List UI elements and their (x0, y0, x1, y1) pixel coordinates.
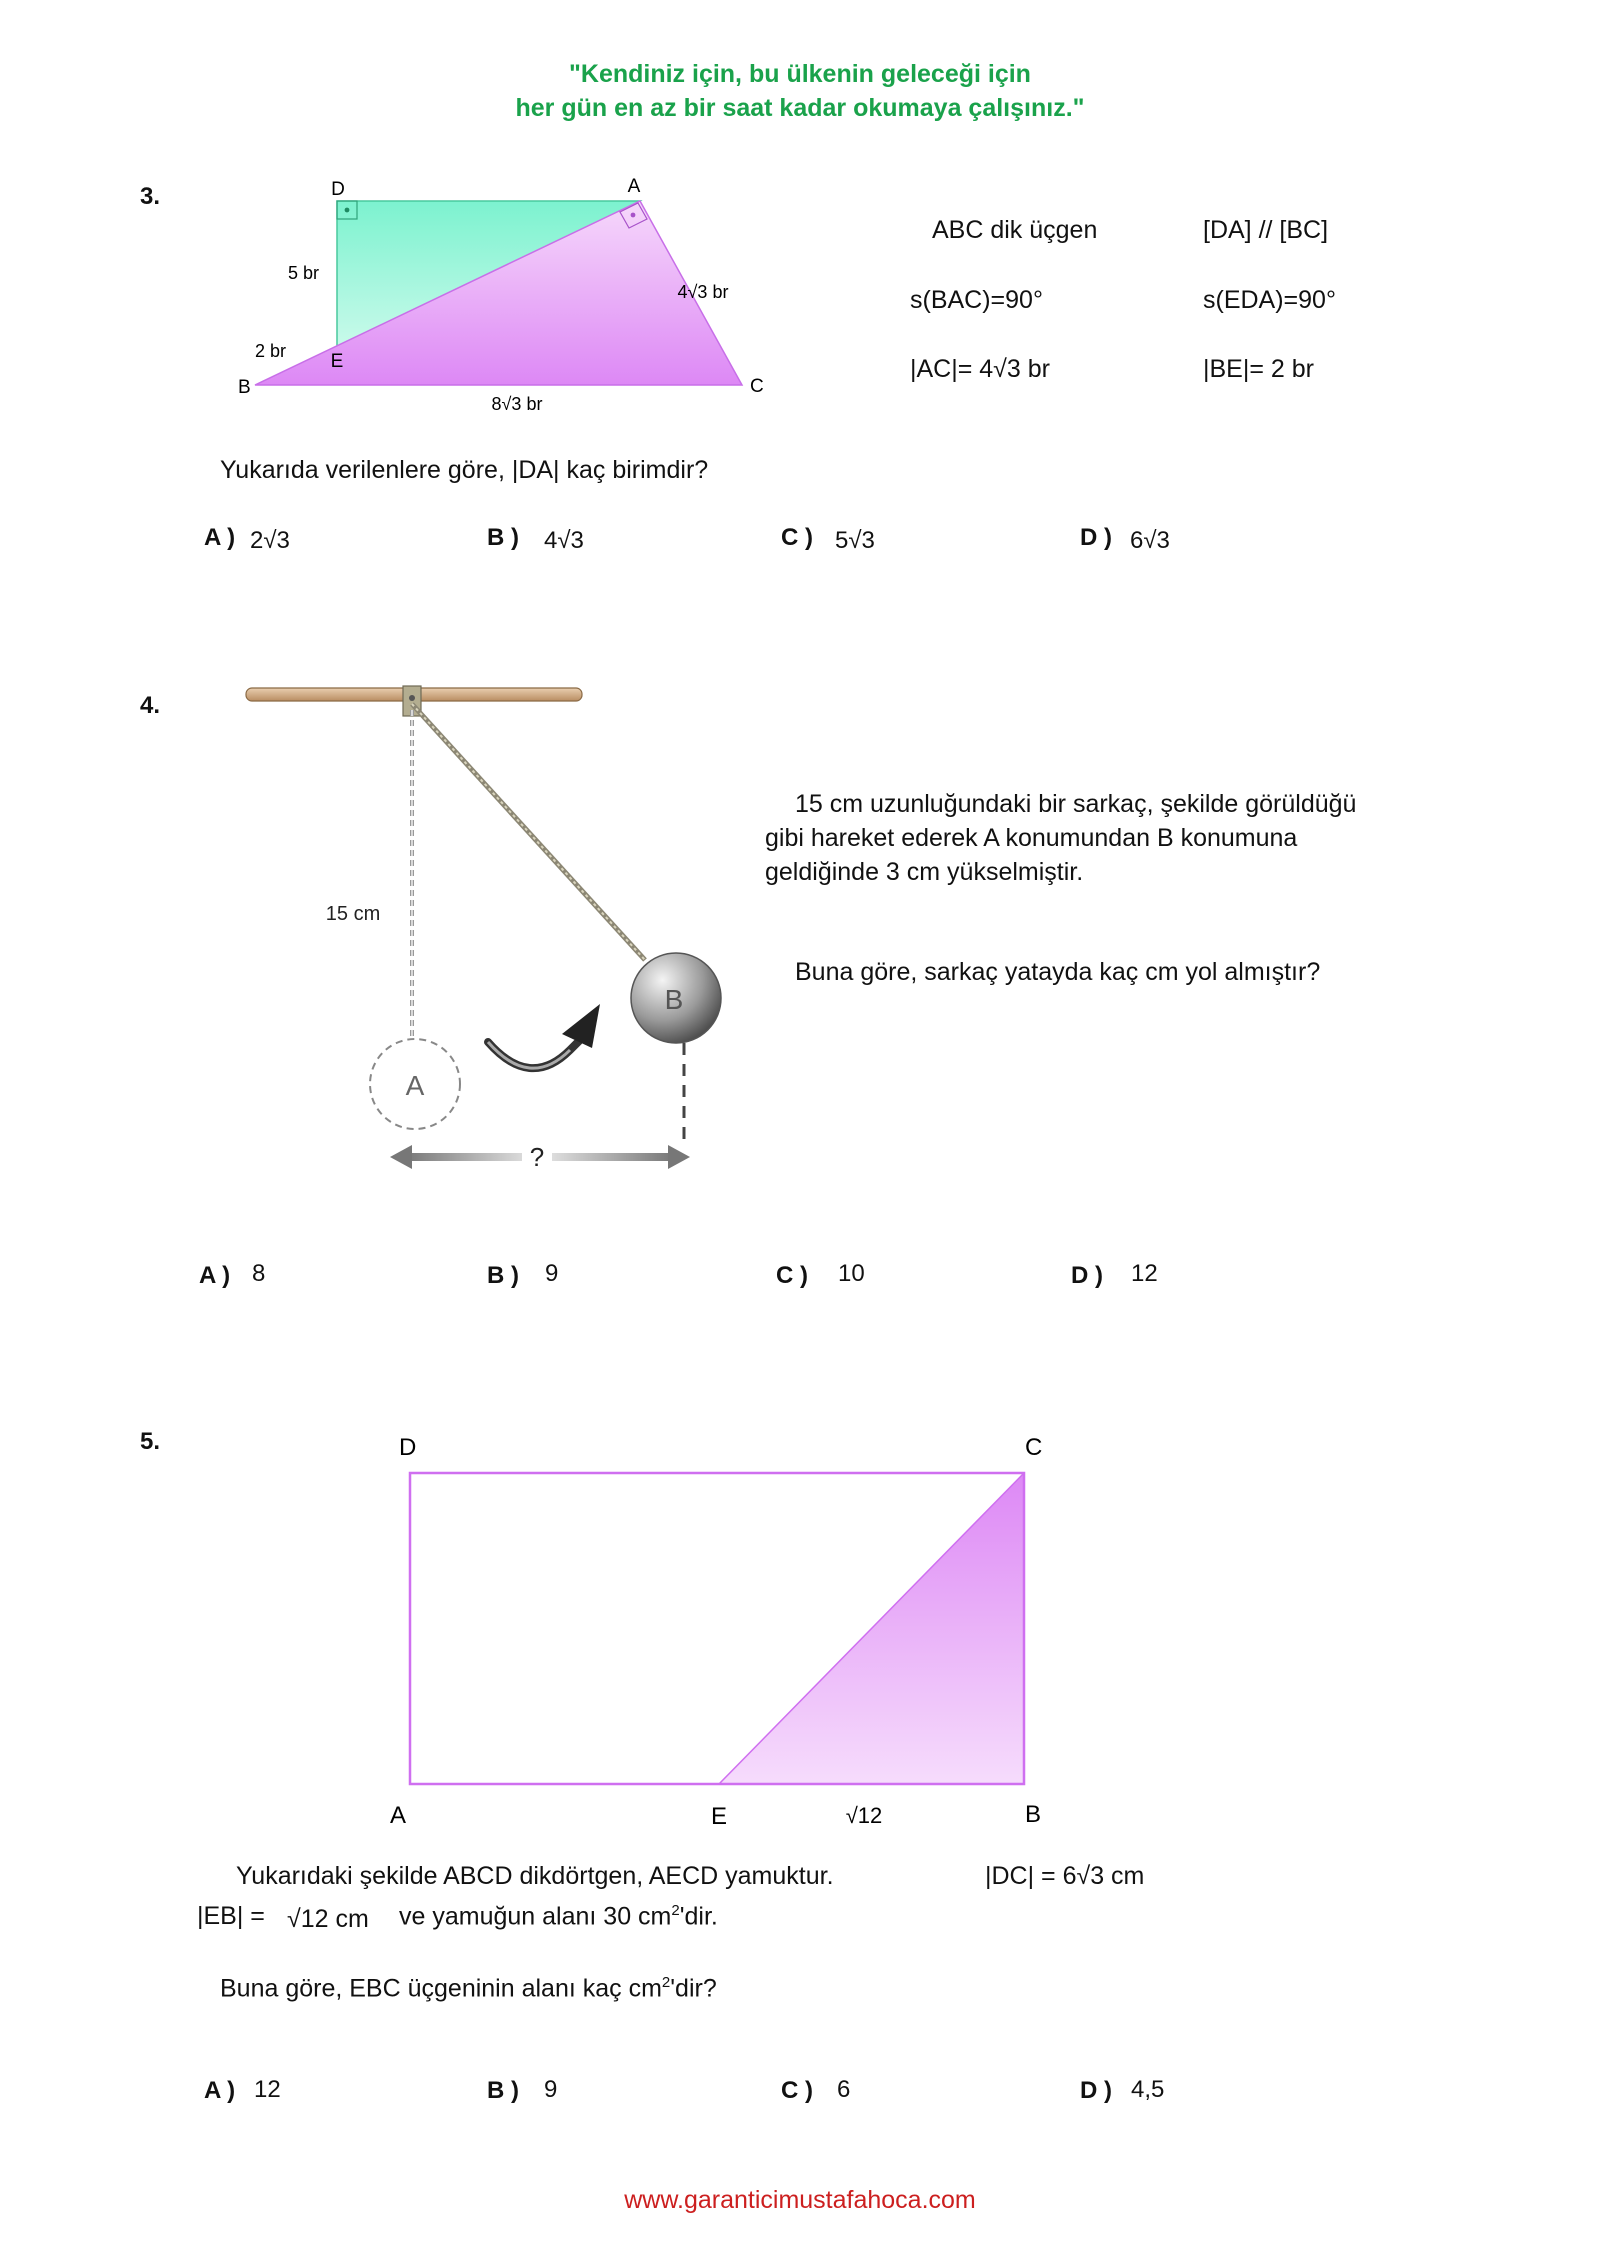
q3-option-c-value[interactable]: 5√3 (835, 527, 875, 554)
svg-text:A: A (390, 1802, 407, 1829)
motto-line-2: her gün en az bir saat kadar okumaya çalışınız." (515, 94, 1085, 122)
q4-option-c-letter[interactable]: C ) (776, 1262, 808, 1289)
question-5-number: 5. (140, 1428, 161, 1455)
q5-option-d-letter[interactable]: D ) (1080, 2077, 1112, 2104)
svg-text:D: D (399, 1434, 417, 1461)
given-3: s(BAC)=90° (910, 286, 1043, 314)
q4-option-c-value[interactable]: 10 (838, 1260, 865, 1287)
question-5-text-2: ve yamuğun alanı 30 $cm^2'dir$. (399, 1902, 718, 1931)
question-5-eb-value: √12 cm (287, 1905, 369, 1933)
q3-option-b-letter[interactable]: B ) (487, 524, 519, 551)
svg-text:√12: √12 (845, 1803, 883, 1828)
given-4: s(EDA)=90° (1203, 286, 1336, 314)
question-5-text-1: Yukarıdaki şekilde ABCD dikdörtgen, AECD yamuktur. (236, 1862, 834, 1890)
question-4-figure (240, 670, 760, 1190)
q4-option-a-letter[interactable]: A ) (199, 1262, 231, 1289)
q5-option-c-value[interactable]: 6 (837, 2076, 851, 2103)
svg-text:2 br: 2 br (255, 341, 287, 361)
question-5-question: Buna göre, EBC üçgeninin alanı kaç $cm^2'dir$? (220, 1974, 717, 2003)
svg-text:B: B (238, 377, 251, 398)
svg-text:4√3 br: 4√3 br (677, 282, 729, 302)
q3-option-c-letter[interactable]: C ) (781, 524, 813, 551)
svg-text:8√3 br: 8√3 br (491, 394, 543, 414)
svg-text:A: A (627, 176, 641, 197)
q5-option-d-value[interactable]: 4,5 (1131, 2076, 1165, 2103)
q4-option-d-letter[interactable]: D ) (1071, 1262, 1103, 1289)
svg-text:E: E (330, 351, 344, 372)
q3-option-d-value[interactable]: 6√3 (1130, 527, 1170, 554)
svg-text:5 br: 5 br (288, 263, 320, 283)
question-4-text-3: geldiğinde 3 cm yükselmiştir. (765, 858, 1084, 886)
q3-option-a-letter[interactable]: A ) (204, 524, 236, 551)
question-5-eb-label: |EB| = (197, 1902, 265, 1930)
question-5-figure (370, 1420, 1070, 1840)
q4-option-b-value[interactable]: 9 (545, 1260, 559, 1287)
given-1: ABC dik üçgen (932, 216, 1098, 244)
q5-option-a-value[interactable]: 12 (254, 2076, 281, 2103)
svg-text:A: A (405, 1070, 425, 1101)
q4-option-a-value[interactable]: 8 (252, 1260, 266, 1287)
question-3-figure (220, 170, 790, 430)
question-4-text-1: 15 cm uzunluğundaki bir sarkaç, şekilde görüldüğü (795, 790, 1357, 818)
svg-text:?: ? (529, 1142, 545, 1172)
q3-option-a-value[interactable]: 2√3 (250, 527, 290, 554)
given-2: [DA] // [BC] (1203, 216, 1329, 244)
svg-text:B: B (1025, 1801, 1042, 1828)
question-5-dc: |DC| = 6√3 cm (985, 1862, 1145, 1890)
svg-text:D: D (331, 179, 345, 200)
svg-text:15 cm: 15 cm (325, 903, 381, 925)
svg-text:C: C (750, 376, 764, 397)
q5-option-b-letter[interactable]: B ) (487, 2077, 519, 2104)
motto-line-1: "Kendiniz için, bu ülkenin geleceği için (569, 60, 1031, 88)
given-6: |BE|= 2 br (1203, 355, 1314, 383)
question-3-number: 3. (140, 183, 161, 210)
question-4-text-2: gibi hareket ederek A konumundan B konumuna (765, 824, 1298, 852)
q3-option-d-letter[interactable]: D ) (1080, 524, 1112, 551)
svg-text:E: E (711, 1803, 728, 1830)
q5-option-a-letter[interactable]: A ) (204, 2077, 236, 2104)
footer-url[interactable]: www.garanticimustafahoca.com (624, 2186, 976, 2214)
question-4-number: 4. (140, 692, 161, 719)
q5-option-c-letter[interactable]: C ) (781, 2077, 813, 2104)
q3-option-b-value[interactable]: 4√3 (544, 527, 584, 554)
q4-option-b-letter[interactable]: B ) (487, 1262, 519, 1289)
question-4-question: Buna göre, sarkaç yatayda kaç cm yol almıştır? (795, 958, 1321, 986)
question-3-text: Yukarıda verilenlere göre, |DA| kaç birimdir? (220, 456, 709, 484)
svg-text:C: C (1025, 1434, 1043, 1461)
q4-option-d-value[interactable]: 12 (1131, 1260, 1158, 1287)
given-5: |AC|= 4√3 br (910, 355, 1050, 383)
q5-option-b-value[interactable]: 9 (544, 2076, 558, 2103)
svg-text:B: B (664, 984, 684, 1015)
